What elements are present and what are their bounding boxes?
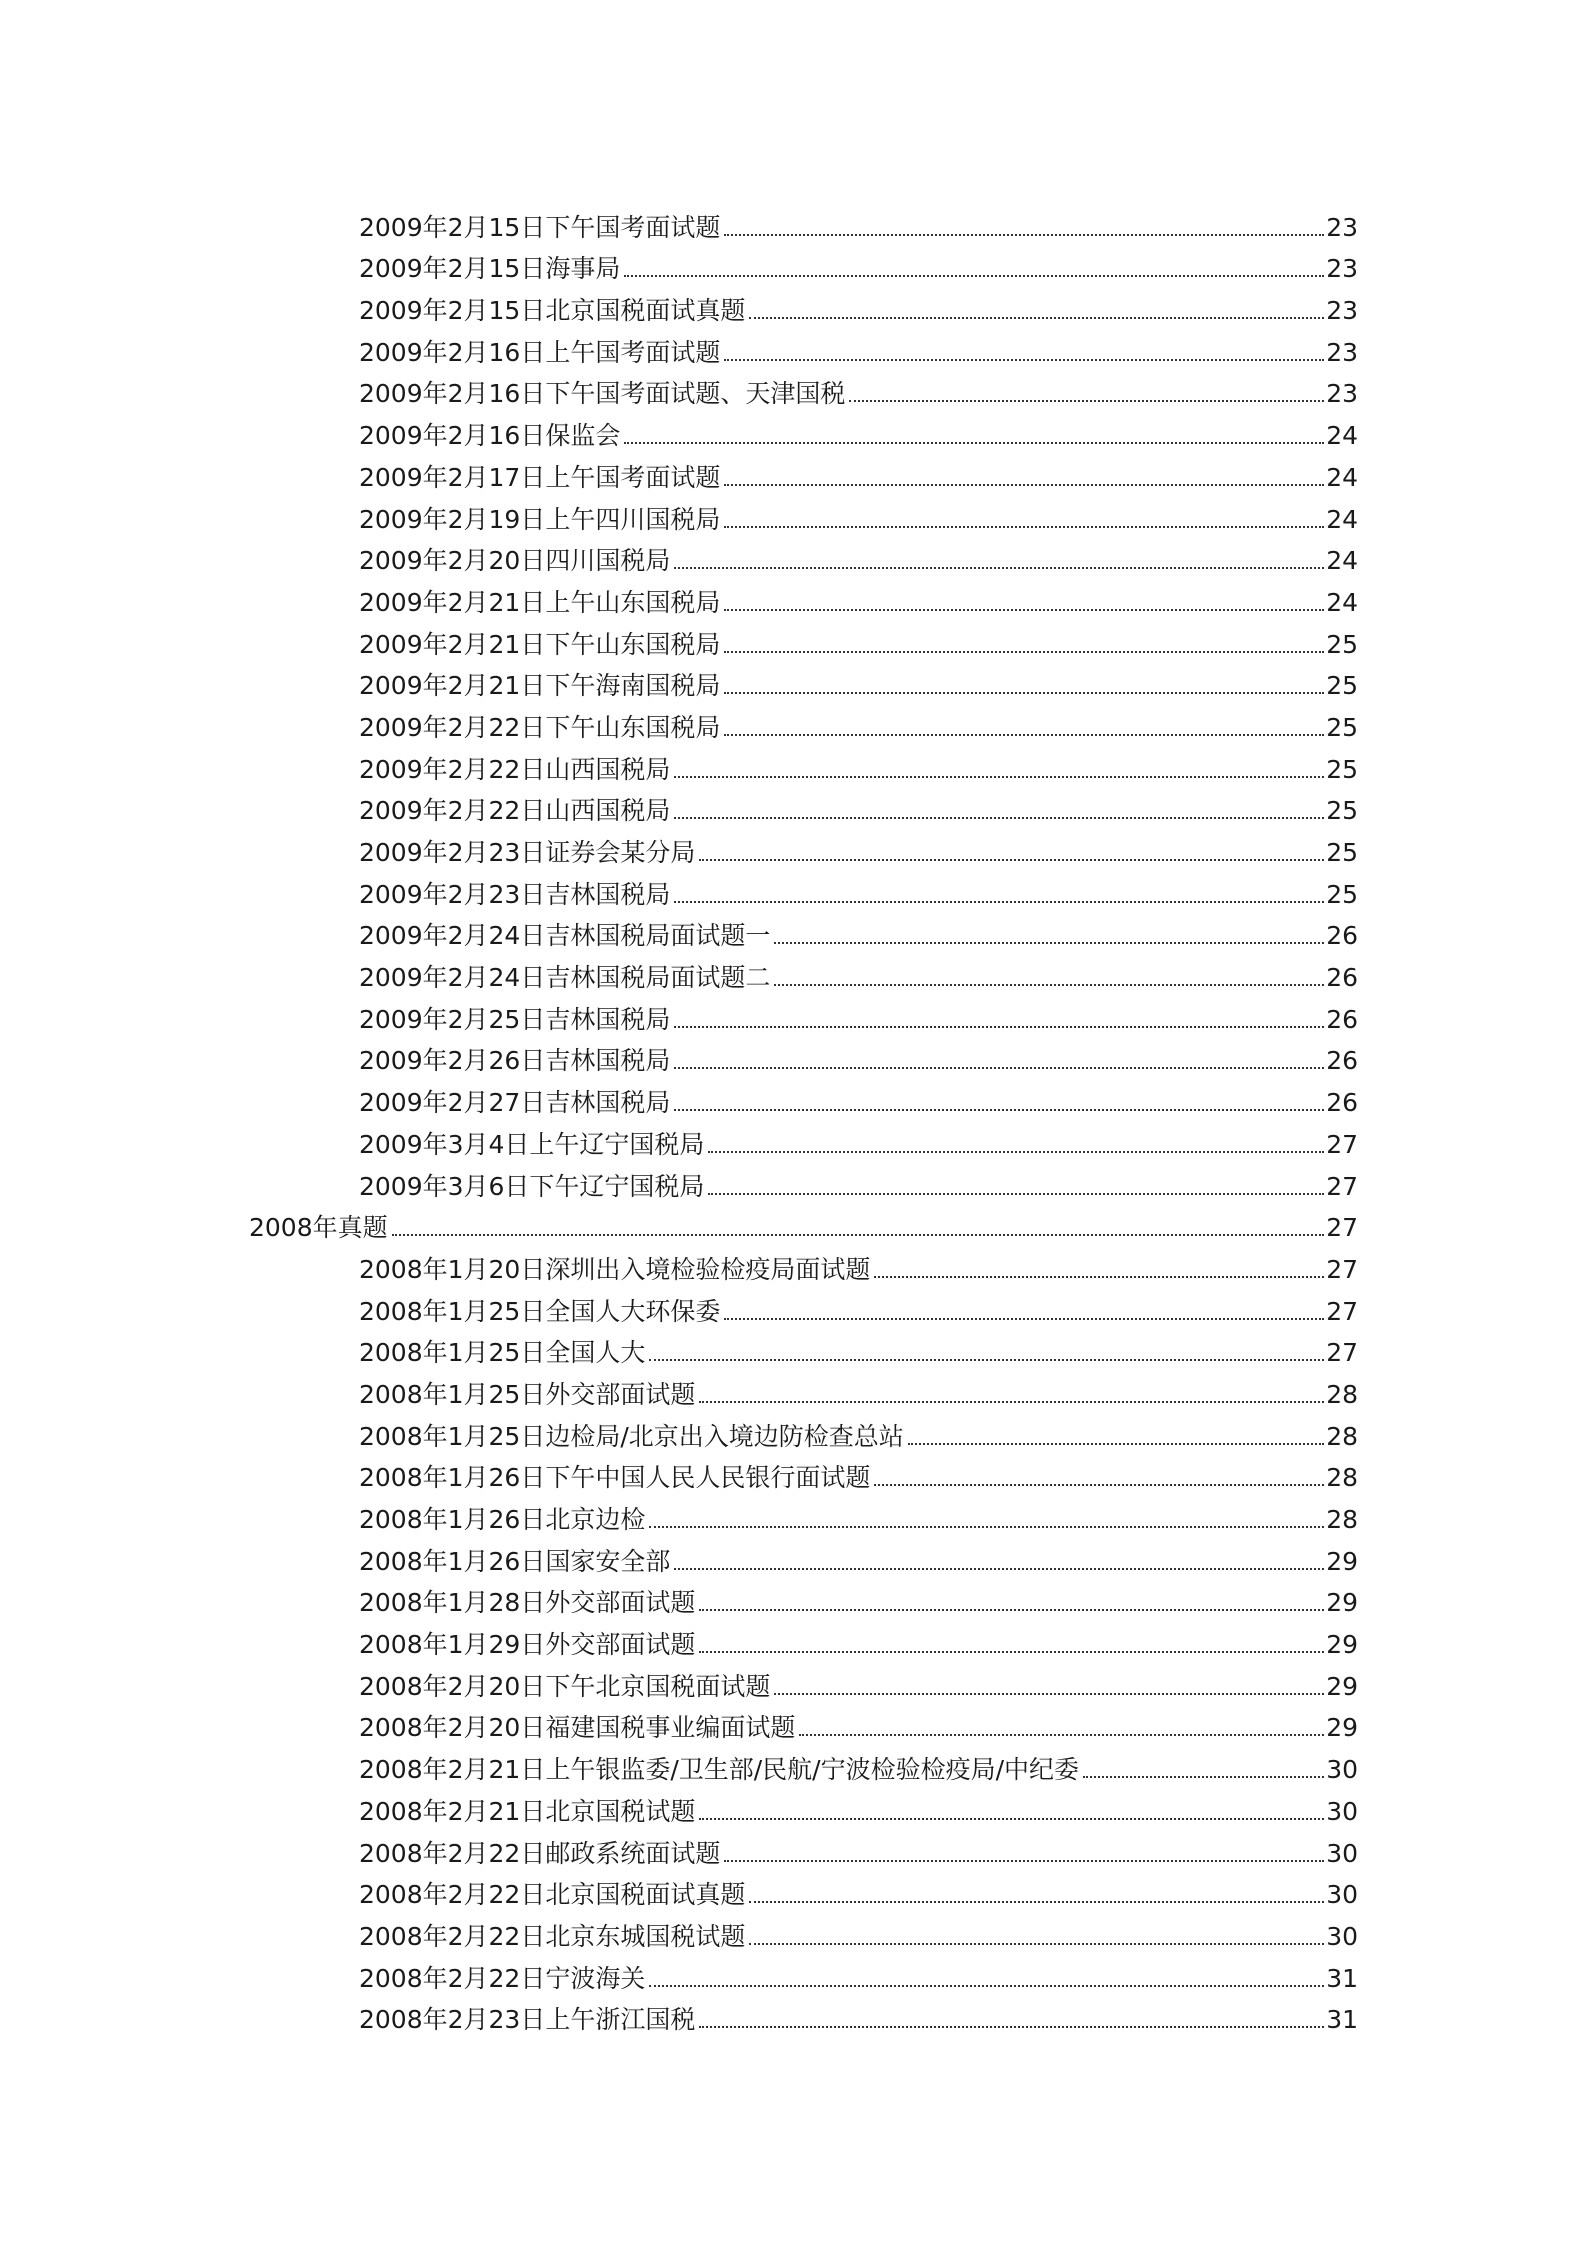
toc-page-number: 24 xyxy=(1326,421,1358,451)
dot-leader xyxy=(708,1151,1324,1153)
toc-entry-title: 2009年2月17日上午国考面试题 xyxy=(359,462,721,492)
toc-entry[interactable] xyxy=(0,493,1594,535)
toc-entry-title: 2008年1月25日全国人大 xyxy=(359,1338,646,1368)
toc-entry[interactable] xyxy=(0,1285,1594,1327)
toc-entry[interactable] xyxy=(0,743,1594,785)
toc-page-number: 28 xyxy=(1326,1379,1358,1409)
toc-entry[interactable] xyxy=(0,1743,1594,1785)
toc-entry-title: 2009年2月15日北京国税面试真题 xyxy=(359,296,746,326)
dot-leader xyxy=(724,234,1324,236)
toc-entry[interactable] xyxy=(0,1785,1594,1827)
toc-entry[interactable] xyxy=(0,1994,1594,2036)
toc-page-number: 26 xyxy=(1326,1004,1358,1034)
toc-entry-title: 2008年1月25日全国人大环保委 xyxy=(359,1296,721,1326)
dot-leader xyxy=(724,609,1324,611)
toc-page-number: 23 xyxy=(1326,296,1358,326)
toc-page-number: 25 xyxy=(1326,754,1358,784)
dot-leader xyxy=(674,1568,1324,1570)
toc-page-number: 23 xyxy=(1326,337,1358,367)
toc-page-number: 30 xyxy=(1326,1755,1358,1785)
toc-page-number: 26 xyxy=(1326,1046,1358,1076)
toc-entry-title: 2009年2月26日吉林国税局 xyxy=(359,1046,671,1076)
toc-entry-title: 2009年2月25日吉林国税局 xyxy=(359,1004,671,1034)
toc-entry-title: 2008年1月25日外交部面试题 xyxy=(359,1379,696,1409)
dot-leader xyxy=(392,1234,1325,1236)
toc-entry[interactable] xyxy=(0,660,1594,702)
dot-leader xyxy=(724,359,1324,361)
toc-page-number: 25 xyxy=(1326,796,1358,826)
dot-leader xyxy=(774,942,1324,944)
toc-entry-title: 2008年2月23日上午浙江国税 xyxy=(359,2005,696,2035)
toc-entry[interactable] xyxy=(0,1660,1594,1702)
dot-leader xyxy=(649,1526,1324,1528)
toc-entry[interactable] xyxy=(0,826,1594,868)
toc-entry-title: 2008年2月21日上午银监委/卫生部/民航/宁波检验检疫局/中纪委 xyxy=(359,1755,1080,1785)
dot-leader xyxy=(674,901,1324,903)
dot-leader xyxy=(749,1943,1324,1945)
toc-entry[interactable] xyxy=(0,1368,1594,1410)
toc-entry-title: 2008年2月22日北京东城国税试题 xyxy=(359,1921,746,1951)
toc-page-number: 25 xyxy=(1326,671,1358,701)
toc-entry-title: 2008年2月21日北京国税试题 xyxy=(359,1796,696,1826)
toc-entry-title: 2009年2月15日海事局 xyxy=(359,254,621,284)
toc-entry-title: 2008年1月26日北京边检 xyxy=(359,1505,646,1534)
dot-leader xyxy=(749,317,1324,319)
toc-entry-title: 2008年1月20日深圳出入境检验检疫局面试题 xyxy=(359,1254,871,1284)
dot-leader xyxy=(699,1818,1324,1820)
dot-leader xyxy=(724,1860,1324,1862)
toc-page-number: 29 xyxy=(1326,1630,1358,1660)
toc-entry[interactable] xyxy=(0,1160,1594,1202)
toc-page-number: 28 xyxy=(1326,1463,1358,1493)
toc-entry[interactable] xyxy=(0,993,1594,1035)
toc-page-number: 29 xyxy=(1326,1588,1358,1618)
toc-entry[interactable] xyxy=(0,951,1594,993)
dot-leader xyxy=(674,1026,1324,1028)
toc-page-number: 29 xyxy=(1326,1546,1358,1576)
toc-entry[interactable] xyxy=(0,1952,1594,1994)
dot-leader xyxy=(908,1443,1324,1445)
dot-leader xyxy=(674,567,1324,569)
toc-entry[interactable] xyxy=(0,1118,1594,1160)
toc-entry-title: 2009年2月21日下午海南国税局 xyxy=(359,671,721,701)
dot-leader xyxy=(624,442,1324,444)
toc-entry[interactable] xyxy=(0,1452,1594,1494)
toc-entry[interactable] xyxy=(0,1577,1594,1619)
toc-entry-title: 2008年2月22日宁波海关 xyxy=(359,1963,646,1993)
toc-entry-title: 2009年2月20日四川国税局 xyxy=(359,546,671,576)
dot-leader xyxy=(749,1901,1324,1903)
toc-page-number: 27 xyxy=(1326,1213,1358,1243)
toc-entry[interactable] xyxy=(0,535,1594,577)
toc-entry[interactable] xyxy=(0,1869,1594,1911)
toc-entry-title: 2009年2月16日下午国考面试题、天津国税 xyxy=(359,379,846,409)
toc-page-number: 30 xyxy=(1326,1838,1358,1868)
toc-page-number: 24 xyxy=(1326,504,1358,534)
toc-entry[interactable] xyxy=(0,1035,1594,1077)
toc-entry-title: 2009年2月19日上午四川国税局 xyxy=(359,504,721,534)
toc-entry-title: 2009年2月16日上午国考面试题 xyxy=(359,337,721,367)
toc-page-number: 23 xyxy=(1326,379,1358,409)
toc-entry-title: 2008年真题 xyxy=(249,1213,388,1243)
dot-leader xyxy=(699,1401,1324,1403)
dot-leader xyxy=(724,1318,1324,1320)
toc-entry[interactable] xyxy=(0,1410,1594,1452)
toc-entry[interactable] xyxy=(0,1618,1594,1660)
toc-entry[interactable] xyxy=(0,868,1594,910)
dot-leader xyxy=(699,1651,1324,1653)
toc-page-number: 31 xyxy=(1326,2005,1358,2035)
toc-entry-title: 2008年1月28日外交部面试题 xyxy=(359,1588,696,1618)
toc-entry[interactable] xyxy=(0,1702,1594,1744)
toc-page-number: 25 xyxy=(1326,712,1358,742)
toc-entry-title: 2009年2月22日下午山东国税局 xyxy=(359,712,721,742)
toc-entry-title: 2008年1月25日边检局/北京出入境边防检查总站 xyxy=(359,1421,904,1451)
toc-entry[interactable] xyxy=(0,910,1594,952)
toc-entry[interactable] xyxy=(0,1535,1594,1577)
dot-leader xyxy=(699,1609,1324,1611)
dot-leader xyxy=(724,692,1324,694)
toc-page-number: 27 xyxy=(1326,1129,1358,1159)
toc-page-number: 24 xyxy=(1326,546,1358,576)
toc-page-number: 25 xyxy=(1326,629,1358,659)
toc-entry[interactable] xyxy=(0,1076,1594,1118)
toc-page-number: 24 xyxy=(1326,462,1358,492)
toc-entry[interactable] xyxy=(0,785,1594,827)
toc-entry[interactable] xyxy=(0,243,1594,285)
toc-page-number: 29 xyxy=(1326,1713,1358,1743)
toc-entry-title: 2008年2月22日邮政系统面试题 xyxy=(359,1838,721,1868)
toc-page-number: 27 xyxy=(1326,1254,1358,1284)
dot-leader xyxy=(874,1276,1324,1278)
toc-entry[interactable] xyxy=(0,368,1594,410)
toc-page-number: 25 xyxy=(1326,879,1358,909)
toc-entry-title: 2008年2月22日北京国税面试真题 xyxy=(359,1880,746,1910)
toc-entry[interactable] xyxy=(0,201,1594,243)
toc-entry[interactable] xyxy=(0,576,1594,618)
toc-entry[interactable] xyxy=(0,1327,1594,1369)
toc-page-number: 23 xyxy=(1326,212,1358,242)
dot-leader xyxy=(774,1693,1324,1695)
toc-entry-title: 2009年2月15日下午国考面试题 xyxy=(359,212,721,242)
toc-page-number: 27 xyxy=(1326,1171,1358,1201)
dot-leader xyxy=(699,859,1324,861)
dot-leader xyxy=(774,984,1324,986)
toc-entry-title: 2008年1月26日国家安全部 xyxy=(359,1546,671,1576)
toc-page-number: 23 xyxy=(1326,254,1358,284)
dot-leader xyxy=(724,651,1324,653)
toc-entry[interactable] xyxy=(0,1243,1594,1285)
toc-page-number: 26 xyxy=(1326,1088,1358,1118)
toc-entry-title: 2009年2月24日吉林国税局面试题二 xyxy=(359,963,771,993)
toc-entry[interactable] xyxy=(0,284,1594,326)
toc-page-number: 27 xyxy=(1326,1338,1358,1368)
table-of-contents xyxy=(0,201,1594,2035)
toc-page-number: 26 xyxy=(1326,963,1358,993)
dot-leader xyxy=(874,1484,1324,1486)
toc-entry-title: 2009年2月23日证券会某分局 xyxy=(359,838,696,867)
toc-page-number: 26 xyxy=(1326,921,1358,951)
toc-entry-title: 2009年2月22日山西国税局 xyxy=(359,796,671,826)
dot-leader xyxy=(724,734,1324,736)
dot-leader xyxy=(849,400,1324,402)
toc-page-number: 28 xyxy=(1326,1505,1358,1534)
toc-entry[interactable] xyxy=(0,1827,1594,1869)
toc-page-number: 27 xyxy=(1326,1296,1358,1326)
toc-entry-title: 2009年2月22日山西国税局 xyxy=(359,754,671,784)
dot-leader xyxy=(674,817,1324,819)
toc-page-number: 25 xyxy=(1326,838,1358,867)
toc-entry-title: 2009年2月21日上午山东国税局 xyxy=(359,587,721,617)
toc-entry-title: 2009年3月6日下午辽宁国税局 xyxy=(359,1171,705,1201)
toc-entry-title: 2008年1月26日下午中国人民人民银行面试题 xyxy=(359,1463,871,1493)
dot-leader xyxy=(674,1067,1324,1069)
dot-leader xyxy=(624,275,1324,277)
toc-entry-title: 2008年2月20日福建国税事业编面试题 xyxy=(359,1713,796,1743)
toc-page-number: 24 xyxy=(1326,587,1358,617)
dot-leader xyxy=(1083,1776,1324,1778)
toc-entry-title: 2009年3月4日上午辽宁国税局 xyxy=(359,1129,705,1159)
toc-entry[interactable] xyxy=(0,409,1594,451)
toc-entry-title: 2009年2月21日下午山东国税局 xyxy=(359,629,721,659)
dot-leader xyxy=(724,484,1324,486)
toc-entry-title: 2009年2月23日吉林国税局 xyxy=(359,879,671,909)
toc-page-number: 29 xyxy=(1326,1671,1358,1701)
toc-entry[interactable] xyxy=(0,326,1594,368)
toc-page-number: 31 xyxy=(1326,1963,1358,1993)
toc-entry-title: 2009年2月27日吉林国税局 xyxy=(359,1088,671,1118)
dot-leader xyxy=(649,1985,1324,1987)
dot-leader xyxy=(699,2026,1324,2028)
toc-page-number: 30 xyxy=(1326,1921,1358,1951)
toc-entry[interactable] xyxy=(0,618,1594,660)
toc-page-number: 30 xyxy=(1326,1880,1358,1910)
toc-section-entry[interactable] xyxy=(0,1202,1594,1244)
toc-entry[interactable] xyxy=(0,1493,1594,1535)
toc-entry[interactable] xyxy=(0,451,1594,493)
toc-entry-title: 2008年1月29日外交部面试题 xyxy=(359,1630,696,1660)
toc-page-number: 30 xyxy=(1326,1796,1358,1826)
toc-entry-title: 2008年2月20日下午北京国税面试题 xyxy=(359,1671,771,1701)
toc-entry[interactable] xyxy=(0,1910,1594,1952)
dot-leader xyxy=(674,776,1324,778)
dot-leader xyxy=(799,1734,1324,1736)
toc-page-number: 28 xyxy=(1326,1421,1358,1451)
dot-leader xyxy=(724,526,1324,528)
toc-entry[interactable] xyxy=(0,701,1594,743)
toc-entry-title: 2009年2月24日吉林国税局面试题一 xyxy=(359,921,771,951)
dot-leader xyxy=(708,1193,1324,1195)
dot-leader xyxy=(649,1359,1324,1361)
toc-entry-title: 2009年2月16日保监会 xyxy=(359,421,621,451)
dot-leader xyxy=(674,1109,1324,1111)
